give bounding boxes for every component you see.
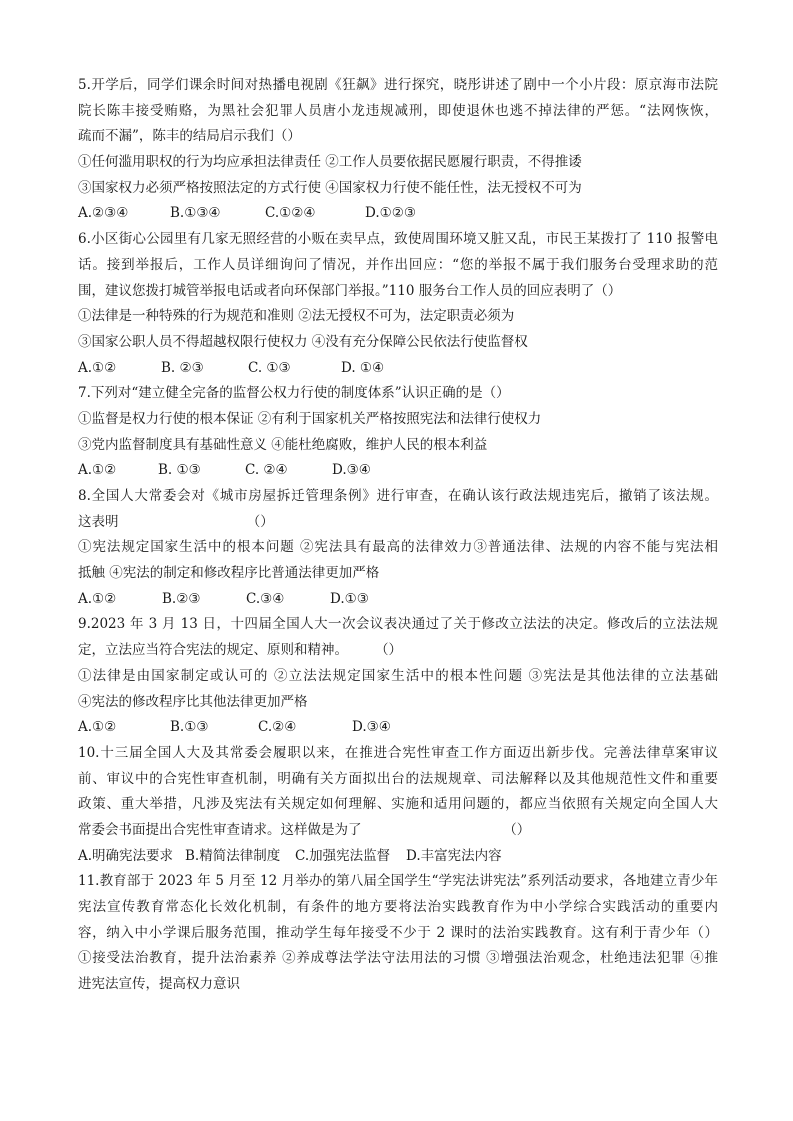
option-a: A.①② [78, 719, 117, 736]
question-7 [78, 381, 718, 484]
question-text-line: 定，立法应当符合宪法的规定、原则和精神。 （） [78, 642, 402, 659]
option-c: C.③④ [246, 590, 285, 607]
statement-line: ①宪法规定国家生活中的根本问题 ②宪法具有最高的法律效力③普通法律、法规的内容不能与宪法相 [78, 539, 718, 556]
option-b: B.①③④ [170, 205, 221, 222]
option-c: C.加强宪法监督 [295, 847, 391, 864]
question-text-line: 8.全国人大常委会对《城市房屋拆迁管理条例》进行审查，在确认该行政法规违宪后，撤销了该法规。 [78, 488, 718, 504]
question-text-line: 9.2023 年 3 月 13 日，十四届全国人大一次会议表决通过了关于修改立法法的决定。修改后的立法法规 [78, 616, 718, 633]
statement-line: 抵触 ④宪法的制定和修改程序比普通法律更加严格 [78, 565, 380, 582]
option-d: D.①③ [330, 590, 369, 607]
question-text-line: 7.下列对“建立健全完备的监督公权力行使的制度体系”认识正确的是（） [78, 385, 510, 402]
exam-page [78, 73, 718, 998]
option-d: D. ①④ [341, 359, 385, 376]
answer-options [78, 356, 718, 382]
option-d: D.丰富宪法内容 [406, 847, 502, 864]
option-b: B.①③ [170, 719, 209, 736]
question-10 [78, 741, 718, 869]
question-text-line: 容，纳入中小学课后服务范围，推动学生每年接受不少于 2 课时的法治实践教育。这有利于青少年（） [78, 924, 718, 941]
question-9 [78, 612, 718, 740]
question-text-line: 常委会书面提出合宪性审查请求。这样做是为了 （） [78, 821, 531, 838]
option-c: C. ①③ [248, 359, 291, 376]
option-d: D.①②③ [365, 205, 416, 222]
question-6 [78, 227, 718, 381]
question-text-line: 前、审议中的合宪性审查机制，明确有关方面拟出台的法规规章、司法解释以及其他规范性文件和重要 [78, 770, 718, 787]
statement-line: ③国家公职人员不得超越权限行使权力 ④没有充分保障公民依法行使监督权 [78, 333, 528, 350]
answer-options [78, 201, 718, 227]
statement-line: ①法律是一种特殊的行为规范和准则 ②法无授权不可为，法定职责必须为 [78, 308, 515, 325]
option-b: B.②③ [162, 590, 201, 607]
question-text-line: 围，建议您拨打城管举报电话或者向环保部门举报。”110 服务台工作人员的回应表明了（） [78, 282, 622, 299]
statement-line: ③国家权力必须严格按照法定的方式行使 ④国家权力行使不能任性，法无授权不可为 [78, 179, 582, 196]
answer-options [78, 844, 718, 870]
option-a: A.①② [78, 462, 117, 479]
statement-line: ①接受法治教育，提升法治素养 ②养成尊法学法守法用法的习惯 ③增强法治观念，杜绝违法犯罪 ④推 [78, 950, 718, 967]
statement-line: ①法律是由国家制定或认可的 ②立法法规定国家生活中的根本性问题 ③宪法是其他法律的立法基础 [78, 667, 718, 684]
option-c: C.②④ [258, 719, 297, 736]
option-b: B.精简法律制度 [185, 847, 281, 864]
option-b: B. ②③ [161, 359, 204, 376]
answer-options [78, 458, 718, 484]
option-a: A.明确宪法要求 [78, 847, 174, 864]
question-text-line: 话。接到举报后，工作人员详细询问了情况，并作出回应：“您的举报不属于我们服务台受理求助的范 [78, 256, 718, 273]
question-text-line: 院长陈丰接受贿赂，为黑社会犯罪人员唐小龙违规减刑，即使退休也逃不掉法律的严惩。“法网恢恢， [78, 102, 718, 119]
question-text-line: 疏而不漏”，陈丰的结局启示我们（） [78, 128, 301, 145]
question-11 [78, 869, 718, 997]
question-text-line: 6.小区街心公园里有几家无照经营的小贩在卖早点，致使周围环境又脏又乱，市民王某拨打了 110 报警电 [78, 231, 718, 248]
question-text-line: 这表明 （） [78, 513, 274, 530]
question-text-line: 10.十三届全国人大及其常委会履职以来，在推进合宪性审查工作方面迈出新步伐。完善法律草案审议 [78, 744, 718, 761]
question-text-line: 宪法宣传教育常态化长效化机制，有条件的地方要将法治实践教育作为中小学综合实践活动的重要内 [78, 899, 718, 915]
question-text-line: 5.开学后，同学们课余时间对热播电视剧《狂飙》进行探究，晓彤讲述了剧中一个小片段：原京海市法院 [78, 77, 718, 93]
question-text-line: 政策、重大举措，凡涉及宪法有关规定如何理解、实施和适用问题的，都应当依照有关规定向全国人大 [78, 796, 718, 813]
option-a: A.②③④ [78, 205, 129, 222]
statement-line: 进宪法宣传，提高权力意识 [78, 976, 240, 993]
question-5 [78, 73, 718, 227]
question-text-line: 11.教育部于 2023 年 5 月至 12 月举办的第八届全国学生“学宪法讲宪法”系列活动要求，各地建立青少年 [78, 873, 718, 890]
question-8 [78, 484, 718, 612]
answer-options [78, 715, 718, 741]
option-c: C.①②④ [265, 205, 316, 222]
statement-line: ①任何滥用职权的行为均应承担法律责任 ②工作人员要依据民愿履行职责，不得推诿 [78, 154, 582, 171]
statement-line: ④宪法的修改程序比其他法律更加严格 [78, 693, 308, 710]
answer-options [78, 587, 718, 613]
statement-line: ①监督是权力行使的根本保证 ②有利于国家机关严格按照宪法和法律行使权力 [78, 410, 542, 427]
option-d: D.③④ [352, 719, 391, 736]
option-c: C. ②④ [245, 462, 288, 479]
option-a: A.①② [78, 590, 117, 607]
option-d: D.③④ [332, 462, 371, 479]
option-a: A.①② [78, 359, 117, 376]
statement-line: ③党内监督制度具有基础性意义 ④能杜绝腐败，维护人民的根本利益 [78, 436, 488, 453]
option-b: B. ①③ [158, 462, 201, 479]
